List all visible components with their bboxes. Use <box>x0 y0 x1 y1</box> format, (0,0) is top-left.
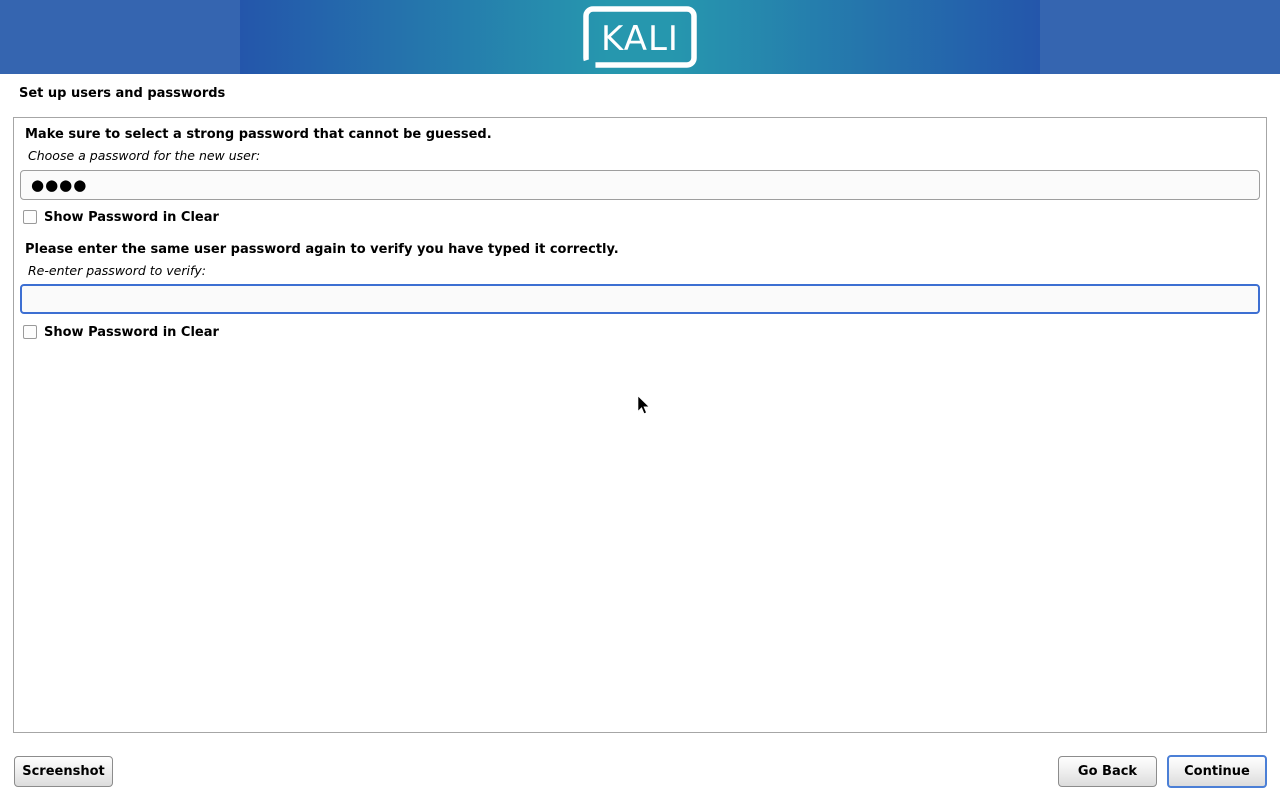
password-input[interactable] <box>20 170 1260 200</box>
kali-logo-text: KALI <box>601 19 679 59</box>
show-password-checkbox-label-1: Show Password in Clear <box>44 209 219 225</box>
page-title: Set up users and passwords <box>19 86 226 101</box>
kali-logo-frame <box>582 5 698 69</box>
go-back-button[interactable]: Go Back <box>1058 756 1157 787</box>
banner <box>0 0 1280 74</box>
verify-password-input[interactable] <box>20 284 1260 314</box>
form-panel <box>13 117 1267 733</box>
verify-password-heading: Please enter the same user password again to verify you have typed it correctly. <box>25 242 619 257</box>
show-password-checkbox-label-2: Show Password in Clear <box>44 324 219 340</box>
show-password-checkbox-2[interactable] <box>23 325 37 339</box>
show-password-checkbox-row-2[interactable] <box>23 324 219 340</box>
show-password-checkbox-row-1[interactable] <box>23 209 219 225</box>
kali-logo <box>582 5 698 73</box>
strong-password-heading: Make sure to select a strong password that cannot be guessed. <box>25 127 492 142</box>
continue-button[interactable]: Continue <box>1167 755 1267 788</box>
choose-password-label: Choose a password for the new user: <box>28 148 261 163</box>
reenter-password-label: Re-enter password to verify: <box>28 263 206 278</box>
screenshot-button[interactable]: Screenshot <box>14 756 113 787</box>
show-password-checkbox-1[interactable] <box>23 210 37 224</box>
